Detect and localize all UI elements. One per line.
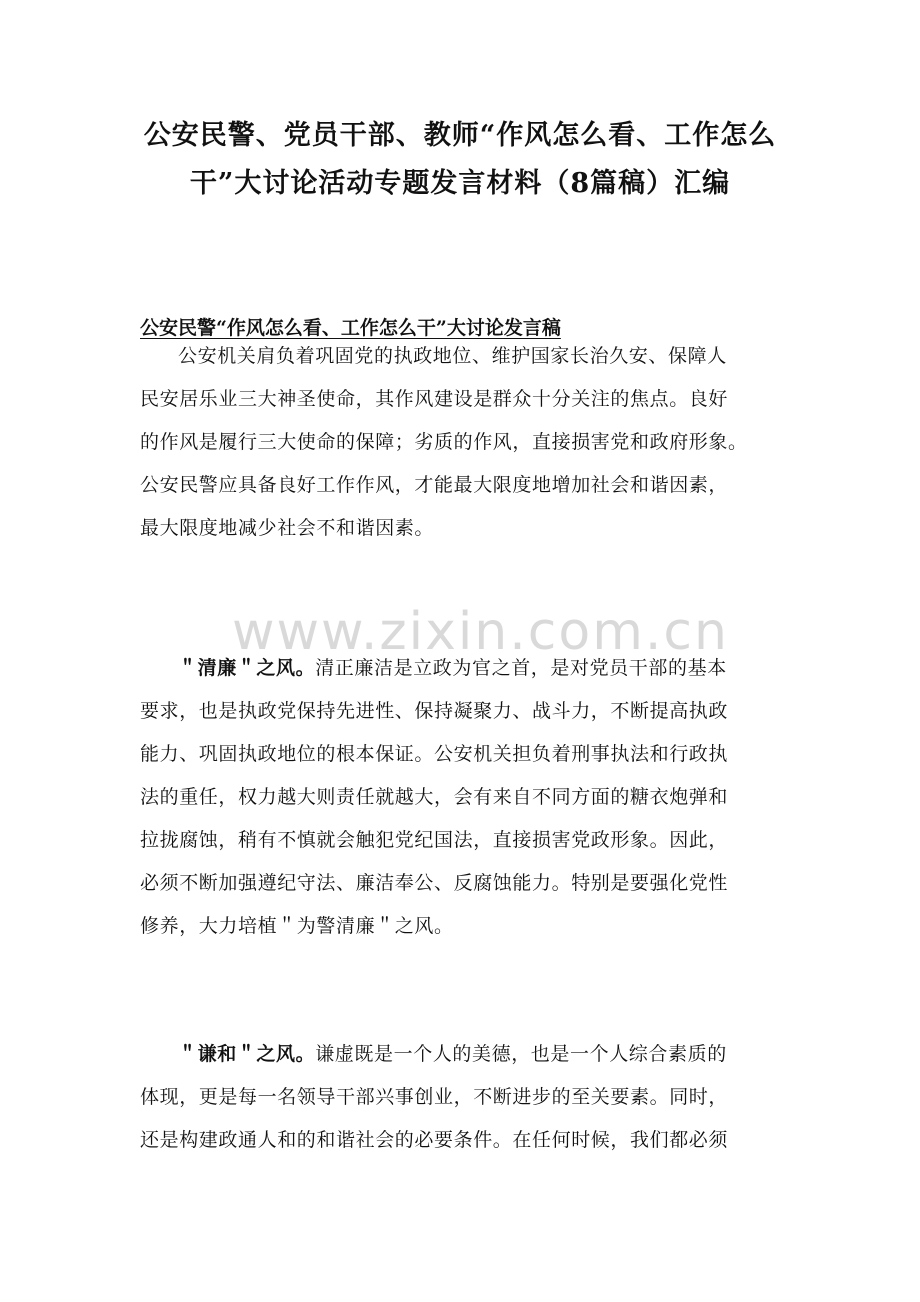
paragraph-line: 还是构建政通人和的和谐社会的必要条件。在任何时候，我们都必须 <box>140 1129 729 1151</box>
paragraph-text: 清正廉洁是立政为官之首，是对党员干部的基本 <box>315 657 727 679</box>
paragraph-lead: ＂清廉＂之风。 <box>178 657 316 679</box>
paragraph-line <box>140 647 795 690</box>
paragraph-line: 最大限度地减少社会不和谐因素。 <box>140 517 435 539</box>
paragraph-line: 修养，大力培植＂为警清廉＂之风。 <box>140 915 454 937</box>
watermark: www.zixin.com.cn <box>232 602 729 662</box>
paragraph-line <box>140 1033 795 1076</box>
paragraph-line: 体现，更是每一名领导干部兴事创业，不断进步的至关要素。同时， <box>140 1086 729 1108</box>
paragraph-line: 法的重任，权力越大则责任就越大，会有来自不同方面的糖衣炮弹和 <box>140 786 729 808</box>
paragraph-line: 民安居乐业三大神圣使命，其作风建设是群众十分关注的焦点。良好 <box>140 388 729 410</box>
paragraph-text: 谦虚既是一个人的美德，也是一个人综合素质的 <box>315 1043 727 1065</box>
paragraph-line: 能力、巩固执政地位的根本保证。公安机关担负着刑事执法和行政执 <box>140 743 729 765</box>
paragraph-1 <box>140 335 795 550</box>
title-line-2: 干”大讨论活动专题发言材料（8篇稿）汇编 <box>189 168 731 199</box>
paragraph-line: 必须不断加强遵纪守法、廉洁奉公、反腐蚀能力。特别是要强化党性 <box>140 872 729 894</box>
title-line-1: 公安民警、党员干部、教师“作风怎么看、工作怎么 <box>143 120 777 151</box>
paragraph-line: 公安机关肩负着巩固党的执政地位、维护国家长治久安、保障人 <box>178 345 727 367</box>
paragraph-lead: ＂谦和＂之风。 <box>178 1043 316 1065</box>
paragraph-2 <box>140 647 795 948</box>
paragraph-line: 的作风是履行三大使命的保障；劣质的作风，直接损害党和政府形象。 <box>140 431 748 453</box>
paragraph-line: 要求，也是执政党保持先进性、保持凝聚力、战斗力，不断提高执政 <box>140 700 729 722</box>
paragraph-line: 公安民警应具备良好工作作风，才能最大限度地增加社会和谐因素， <box>140 474 729 496</box>
paragraph-3 <box>140 1033 795 1162</box>
document-title <box>100 112 820 208</box>
paragraph-line: 拉拢腐蚀，稍有不慎就会触犯党纪国法，直接损害党政形象。因此， <box>140 829 729 851</box>
section-heading: 公安民警“作风怎么看、工作怎么干”大讨论发言稿 <box>140 317 561 339</box>
